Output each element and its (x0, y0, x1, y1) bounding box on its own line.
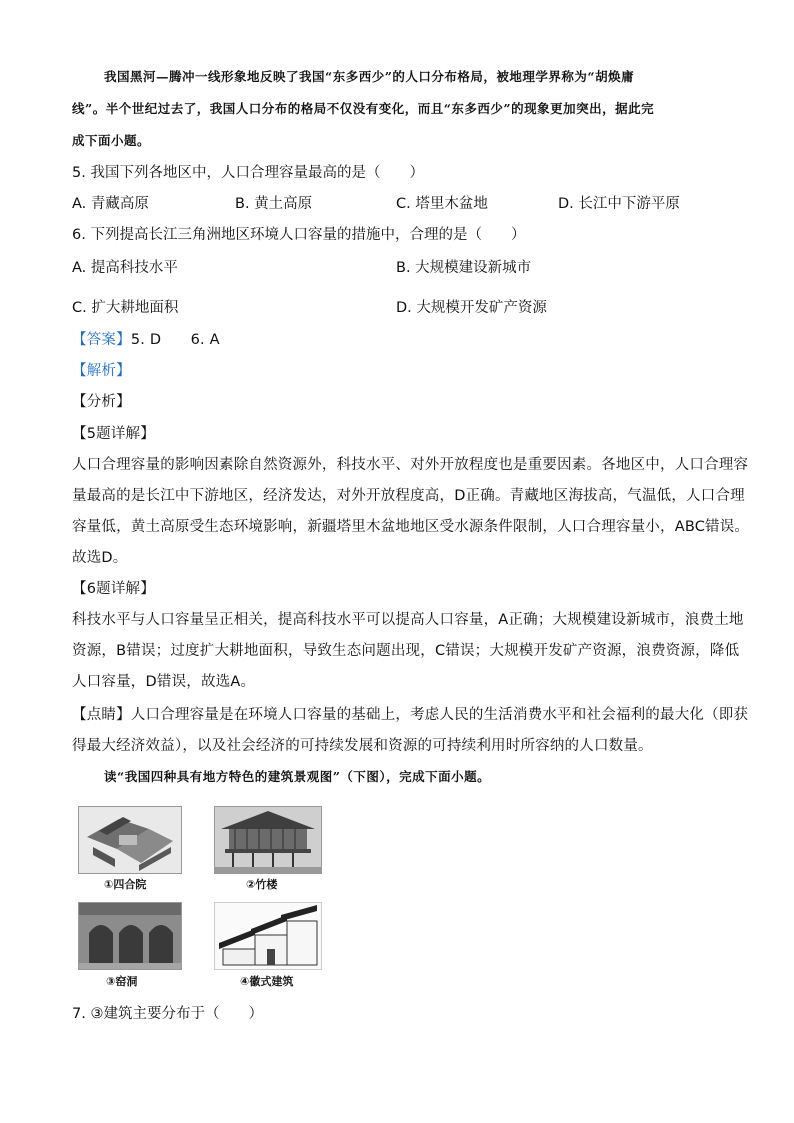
caption-huishi: ④徽式建筑 (240, 975, 294, 988)
answer-text: 5. D 6. A (130, 332, 220, 348)
detail-6-tag: 【6题详解】 (72, 581, 155, 597)
detail-5-line-4: 故选D。 (72, 550, 128, 566)
caption-zhulou: ②竹楼 (246, 878, 278, 891)
question-5-option-a: A. 青藏高原 (72, 196, 149, 212)
dianjing-tag: 【点睛】 (72, 707, 131, 723)
question-6-option-c: C. 扩大耕地面积 (72, 300, 179, 316)
read-intro: 读“我国四种具有地方特色的建筑景观图”（下图），完成下面小题。 (104, 769, 491, 784)
dianjing-text-1: 人口合理容量是在环境人口容量的基础上，考虑人民的生活消费水平和社会福利的最大化（即获 (130, 707, 749, 723)
analysis-tag: 【解析】 (72, 363, 131, 379)
intro-line-1: 我国黑河—腾冲一线形象地反映了我国“东多西少”的人口分布格局，被地理学界称为“胡焕庸 (104, 69, 635, 84)
intro-line-3: 成下面小题。 (72, 133, 151, 148)
dianjing-line-2: 得最大经济效益），以及社会经济的可持续发展和资源的可持续利用时所容纳的人口数量。 (72, 738, 653, 754)
fenxi-tag: 【分析】 (72, 394, 131, 410)
question-5-option-d: D. 长江中下游平原 (558, 196, 680, 212)
figure-huishi-image (214, 902, 322, 970)
question-6-option-d: D. 大规模开发矿产资源 (396, 300, 547, 316)
answer-line (72, 328, 220, 349)
question-5-option-b: B. 黄土高原 (235, 196, 313, 212)
detail-6-line-3: 人口容量，D错误，故选A。 (72, 674, 256, 690)
detail-6-line-2: 资源，B错误；过度扩大耕地面积，导致生态问题出现，C错误；大规模开发矿产资源，浪费资源，降低 (72, 643, 740, 659)
detail-6-line-1: 科技水平与人口容量呈正相关，提高科技水平可以提高人口容量，A正确；大规模建设新城市，浪费土地 (72, 612, 744, 628)
figure-zhulou-image (214, 806, 322, 874)
detail-5-tag: 【5题详解】 (72, 426, 155, 442)
question-5-stem: 5. 我国下列各地区中，人口合理容量最高的是（ ） (72, 165, 424, 181)
question-6-option-b: B. 大规模建设新城市 (396, 260, 532, 276)
figure-siheyuan-image (78, 806, 182, 874)
caption-yaodong: ③窑洞 (106, 975, 138, 988)
dianjing-line-1 (72, 703, 748, 724)
question-6-stem: 6. 下列提高长江三角洲地区环境人口容量的措施中，合理的是（ ） (72, 227, 526, 243)
detail-5-line-3: 容量低，黄土高原受生态环境影响，新疆塔里木盆地地区受水源条件限制，人口合理容量小，ABC错误。 (72, 519, 750, 535)
detail-5-line-1: 人口合理容量的影响因素除自然资源外，科技水平、对外开放程度也是重要因素。各地区中，人口合理容 (72, 457, 749, 473)
answer-tag: 【答案】 (72, 332, 131, 348)
question-7-stem: 7. ③建筑主要分布于（ ） (72, 1006, 263, 1022)
detail-5-line-2: 量最高的是长江中下游地区，经济发达，对外开放程度高，D正确。青藏地区海拔高，气温低，人口合理 (72, 488, 745, 504)
figure-yaodong-image (78, 902, 182, 970)
intro-line-2: 线”。半个世纪过去了，我国人口分布的格局不仅没有变化，而且“东多西少”的现象更加突出，据此完 (72, 101, 655, 116)
caption-siheyuan: ①四合院 (104, 878, 147, 891)
question-6-option-a: A. 提高科技水平 (72, 260, 178, 276)
question-5-option-c: C. 塔里木盆地 (396, 196, 488, 212)
